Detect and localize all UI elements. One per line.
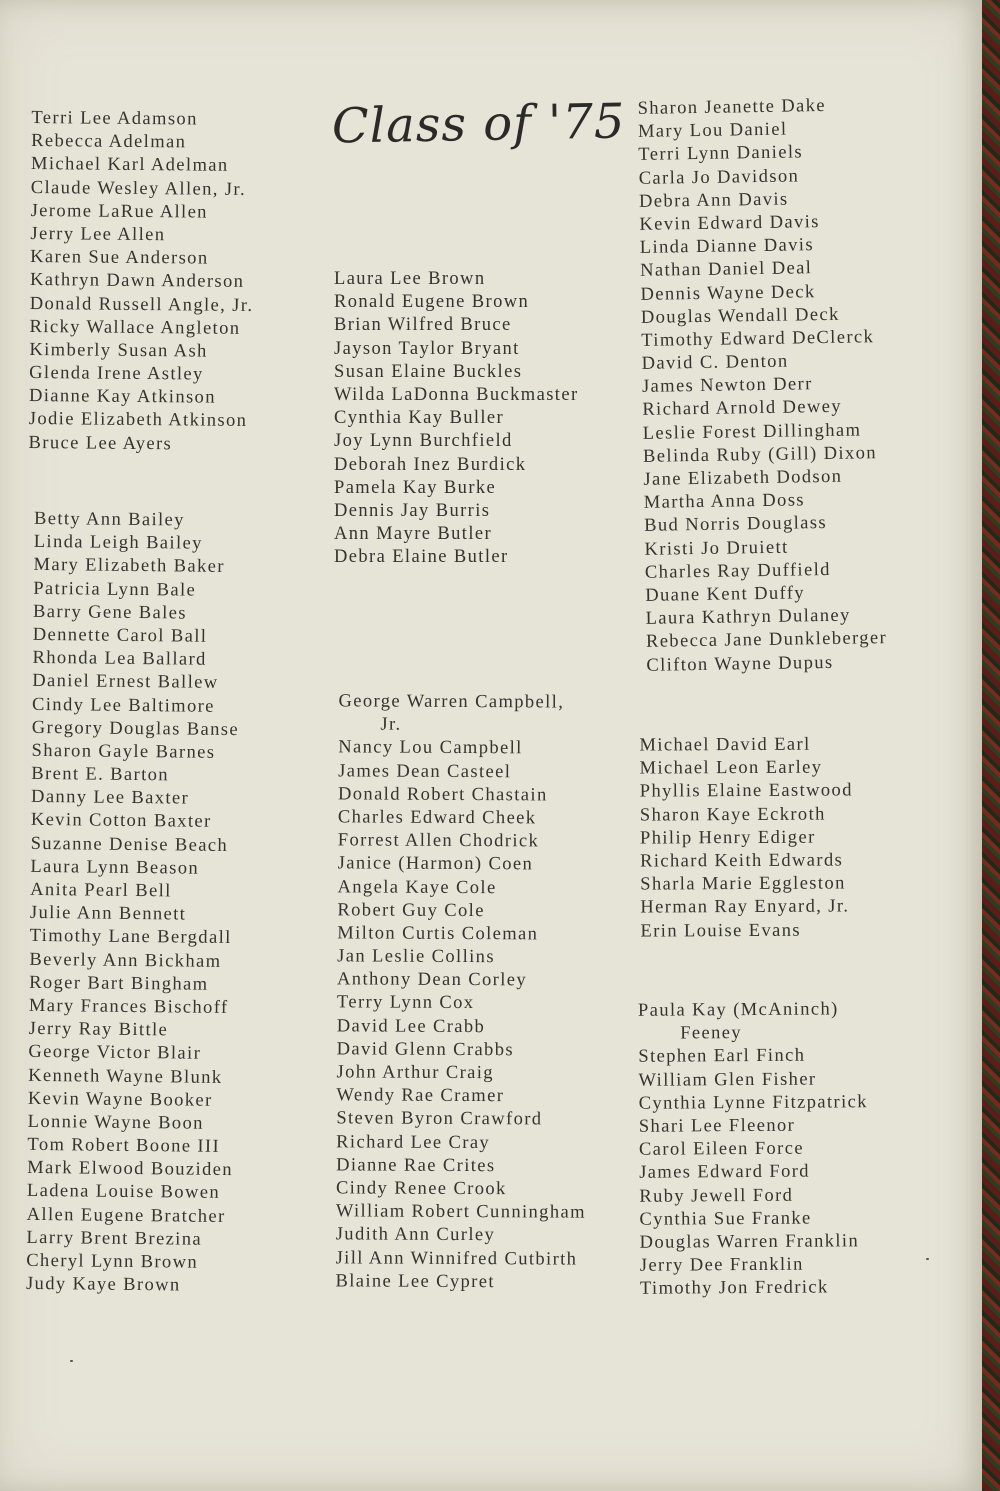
graduate-name: Wilda LaDonna Buckmaster [334, 384, 579, 405]
graduate-name: Philip Henry Ediger [639, 827, 816, 849]
graduate-name: Jodie Elizabeth Atkinson [28, 409, 248, 432]
graduate-name: Donald Russell Angle, Jr. [29, 293, 254, 316]
graduate-name: Phyllis Elaine Eastwood [639, 780, 853, 802]
graduate-name: Ronald Eugene Brown [334, 292, 530, 313]
graduate-name: Deborah Inez Burdick [334, 454, 527, 475]
graduate-name: Mary Elizabeth Baker [33, 555, 225, 578]
name-list-b [26, 508, 241, 1299]
name-list-c [335, 690, 588, 1294]
graduate-name: Cynthia Sue Franke [639, 1208, 812, 1230]
graduate-name: Mary Lou Daniel [637, 119, 788, 143]
graduate-name: Allen Eugene Bratcher [26, 1204, 226, 1227]
graduate-name: Glenda Irene Astley [29, 363, 204, 385]
graduate-name: Paula Kay (McAninch) [637, 999, 839, 1021]
graduate-name: Wendy Rae Cramer [336, 1085, 505, 1107]
graduate-name: Kimberly Susan Ash [29, 339, 208, 362]
graduate-name: Linda Leigh Bailey [33, 532, 203, 554]
graduate-name: Bud Norris Douglass [644, 513, 828, 537]
graduate-name: Richard Keith Edwards [640, 850, 844, 872]
graduate-name: Judy Kaye Brown [25, 1274, 181, 1296]
graduate-name: Laura Lee Brown [334, 269, 486, 289]
graduate-name: James Dean Casteel [338, 760, 512, 782]
graduate-name: David Glenn Crabbs [336, 1039, 515, 1061]
graduate-name: Roger Bart Bingham [29, 972, 209, 995]
graduate-name: Douglas Wendall Deck [640, 304, 840, 328]
graduate-name: Brian Wilfred Bruce [334, 315, 512, 336]
graduate-name: James Newton Derr [641, 374, 813, 398]
graduate-name: Sharon Jeanette Dake [637, 95, 827, 119]
graduate-name: Terri Lynn Daniels [638, 142, 804, 166]
graduate-name: Barry Gene Bales [32, 601, 188, 624]
graduate-name: Nathan Daniel Deal [640, 258, 813, 282]
graduate-name: Herman Ray Enyard, Jr. [640, 896, 850, 918]
graduate-name: Leslie Forest Dillingham [642, 420, 862, 444]
graduate-name: Dennis Wayne Deck [640, 281, 816, 305]
graduate-name: Timothy Edward DeClerck [641, 327, 875, 351]
graduate-name: Jane Elizabeth Dodson [643, 466, 843, 490]
graduate-name: Kevin Edward Davis [639, 212, 820, 235]
graduate-name: Richard Lee Cray [336, 1131, 491, 1153]
graduate-name: Linda Dianne Davis [639, 235, 815, 259]
graduate-name: Sharon Gayle Barnes [31, 740, 216, 763]
graduate-name: Lonnie Wayne Boon [27, 1111, 204, 1134]
graduate-name: Carla Jo Davidson [638, 165, 800, 189]
graduate-name: Dianne Kay Atkinson [28, 386, 216, 408]
graduate-name: Steven Byron Crawford [336, 1108, 543, 1130]
graduate-name: Danny Lee Baxter [30, 787, 190, 809]
name-list-e [639, 733, 853, 943]
graduate-name: Michael David Earl [639, 734, 811, 756]
graduate-name: Michael Karl Adelman [30, 154, 229, 177]
graduate-name: Ricky Wallace Angleton [29, 316, 241, 339]
graduate-name: Bruce Lee Ayers [28, 432, 173, 454]
name-list-b-continued [334, 268, 579, 569]
graduate-name: Betty Ann Bailey [33, 508, 185, 531]
graduate-name: Terri Lee Adamson [31, 108, 198, 130]
graduate-name: Milton Curtis Coleman [337, 923, 539, 945]
ink-speck [70, 1360, 73, 1362]
graduate-name: Dennis Jay Burris [334, 500, 491, 521]
graduate-name: Karen Sue Anderson [30, 247, 209, 269]
graduate-name: Beverly Ann Bickham [29, 949, 222, 972]
graduate-name: Jerry Lee Allen [30, 223, 166, 246]
ink-speck [926, 1258, 929, 1260]
graduate-name: Jerome LaRue Allen [30, 200, 208, 223]
graduate-name: George Warren Campbell, [338, 691, 565, 713]
graduate-name: Jerry Ray Bittle [28, 1019, 169, 1041]
graduate-name: William Robert Cunningham [335, 1201, 586, 1223]
graduate-name: William Glen Fisher [638, 1069, 817, 1091]
graduate-name: Charles Ray Duffield [644, 559, 831, 583]
graduate-name: Kevin Wayne Booker [27, 1088, 213, 1111]
graduate-name: James Edward Ford [639, 1161, 810, 1184]
graduate-name: Charles Edward Cheek [337, 807, 537, 829]
graduate-name: Suzanne Denise Beach [30, 833, 229, 856]
graduate-name: Claude Wesley Allen, Jr. [30, 177, 247, 200]
graduate-name: Ruby Jewell Ford [639, 1185, 794, 1207]
graduate-name: Sharla Marie Eggleston [640, 873, 846, 895]
graduate-name: Martha Anna Doss [643, 490, 806, 514]
graduate-name: Terry Lynn Cox [336, 992, 475, 1014]
graduate-name: Jan Leslie Collins [337, 946, 496, 968]
graduate-name: Janice (Harmon) Coen [337, 853, 534, 875]
graduate-name: Gregory Douglas Banse [31, 717, 240, 740]
graduate-name: Ann Mayre Butler [334, 524, 493, 545]
graduate-name: Erin Louise Evans [640, 920, 802, 942]
graduate-name: Brent E. Barton [31, 763, 170, 786]
page-title: Class of '75 [331, 93, 626, 155]
graduate-name: Debra Elaine Butler [334, 547, 509, 568]
graduate-name: Michael Leon Earley [639, 757, 823, 779]
graduate-name: Laura Kathryn Dulaney [645, 605, 851, 629]
graduate-name: Rebecca Jane Dunkleberger [645, 628, 888, 653]
graduate-name: Angela Kaye Cole [337, 876, 497, 898]
graduate-name: Joy Lynn Burchfield [334, 431, 513, 452]
graduate-name: Larry Brent Brezina [26, 1227, 203, 1250]
graduate-name: Cynthia Kay Buller [334, 408, 505, 429]
graduate-name: Sharon Kaye Eckroth [639, 804, 826, 826]
graduate-name: Cheryl Lynn Brown [26, 1250, 199, 1273]
graduate-name: Belinda Ruby (Gill) Dixon [642, 443, 878, 467]
graduate-name: Timothy Lane Bergdall [29, 926, 232, 949]
graduate-name: Rebecca Adelman [31, 131, 187, 153]
graduate-name: Mark Elwood Bouziden [27, 1158, 234, 1181]
graduate-name: Jayson Taylor Bryant [334, 338, 520, 359]
graduate-name: Jill Ann Winnifred Cutbirth [335, 1247, 578, 1270]
graduate-name: George Victor Blair [28, 1042, 202, 1065]
graduate-name: Kristi Jo Druiett [644, 537, 789, 560]
graduate-name: Tom Robert Boone III [27, 1134, 221, 1157]
graduate-name: Laura Lynn Beason [30, 856, 200, 879]
graduate-name: Rhonda Lea Ballard [32, 648, 207, 670]
graduate-name: Cindy Lee Baltimore [31, 694, 215, 717]
graduate-name: Shari Lee Fleenor [638, 1115, 796, 1137]
graduate-name: Anthony Dean Corley [337, 969, 528, 991]
graduate-name: Richard Arnold Dewey [642, 397, 843, 421]
graduate-name: Stephen Earl Finch [638, 1046, 806, 1068]
graduate-name: Susan Elaine Buckles [334, 361, 523, 382]
graduate-name: Jerry Dee Franklin [639, 1254, 804, 1276]
graduate-name: David C. Denton [641, 351, 789, 374]
graduate-name: Ladena Louise Bowen [26, 1181, 221, 1204]
graduate-name: Kathryn Dawn Anderson [29, 270, 245, 293]
graduate-name: Anita Pearl Bell [30, 879, 172, 902]
graduate-name: Dianne Rae Crites [336, 1155, 496, 1176]
graduate-name: Donald Robert Chastain [337, 784, 548, 806]
graduate-name: Dennette Carol Ball [32, 624, 208, 647]
graduate-name: Blaine Lee Cypret [335, 1271, 495, 1292]
name-list-a [28, 107, 255, 457]
graduate-name: Robert Guy Cole [337, 900, 485, 921]
graduate-name: Judith Ann Curley [335, 1224, 496, 1246]
graduate-name: Julie Ann Bennett [29, 903, 187, 925]
graduate-name: Patricia Lynn Bale [33, 578, 197, 601]
name-list-f [638, 998, 869, 1301]
graduate-name: Cynthia Lynne Fitzpatrick [638, 1091, 868, 1114]
graduate-name: Duane Kent Duffy [645, 583, 806, 606]
graduate-name: Kenneth Wayne Blunk [28, 1065, 223, 1088]
graduate-name: Debra Ann Davis [638, 189, 789, 212]
graduate-name: Mary Frances Bischoff [28, 995, 229, 1018]
graduate-name: Carol Eileen Force [638, 1138, 805, 1160]
graduate-name: John Arthur Craig [336, 1062, 495, 1084]
graduate-name: Nancy Lou Campbell [338, 737, 523, 759]
graduate-name: Clifton Wayne Dupus [646, 652, 834, 676]
graduate-name: Feeney [680, 1023, 743, 1044]
graduate-name: Timothy Jon Fredrick [639, 1277, 829, 1300]
graduate-name: Jr. [380, 714, 402, 735]
graduate-name: Douglas Warren Franklin [639, 1231, 860, 1253]
graduate-name: Pamela Kay Burke [334, 477, 497, 498]
name-list-d [637, 94, 887, 677]
graduate-name: Kevin Cotton Baxter [30, 810, 212, 833]
graduate-name: Forrest Allen Chodrick [337, 830, 540, 852]
graduate-name: David Lee Crabb [336, 1015, 486, 1037]
graduate-name: Cindy Renee Crook [335, 1178, 507, 1200]
graduate-name: Daniel Ernest Ballew [32, 671, 219, 694]
